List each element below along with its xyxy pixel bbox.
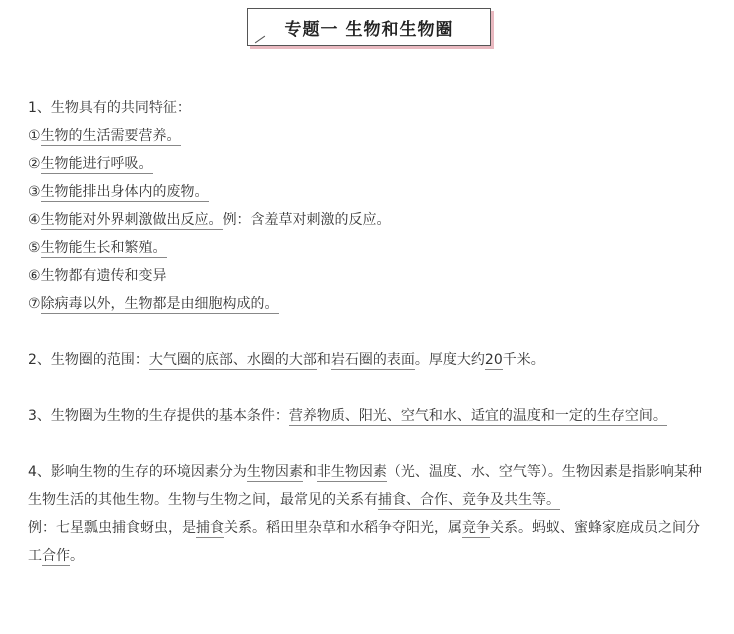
list-item-4: ④生物能对外界刺激做出反应。例：含羞草对刺激的反应。 [28,212,391,228]
list-item-2: ②生物能进行呼吸。 [28,156,153,172]
title-decoration [255,36,265,44]
document-body [28,94,712,570]
section-2: 2、生物圈的范围：大气圈的底部、水圈的大部和岩石圈的表面。厚度大约20千米。 [28,352,545,368]
title-box [247,8,491,46]
section-1-heading: 1、生物具有的共同特征： [28,100,191,116]
section-4-example: 例：七星瓢虫捕食蚜虫，是捕食关系。稻田里杂草和水稻争夺阳光，属竞争关系。蚂蚁、蜜蜂家庭成员之间分工合作。 [28,520,700,564]
list-item-1: ①生物的生活需要营养。 [28,128,181,144]
page-title: 专题一 生物和生物圈 [284,19,454,40]
section-3: 3、生物圈为生物的生存提供的基本条件：营养物质、阳光、空气和水、适宜的温度和一定的生存空间。 [28,408,667,424]
list-item-7: ⑦除病毒以外，生物都是由细胞构成的。 [28,296,279,312]
section-4: 4、影响生物的生存的环境因素分为生物因素和非生物因素（光、温度、水、空气等）。生物因素是指影响某种生物生活的其他生物。生物与生物之间，最常见的关系有捕食、合作、竞争及共生等。 [28,464,702,508]
list-item-5: ⑤生物能生长和繁殖。 [28,240,167,256]
list-item-6: ⑥生物都有遗传和变异 [28,268,167,284]
list-item-3: ③生物能排出身体内的废物。 [28,184,209,200]
